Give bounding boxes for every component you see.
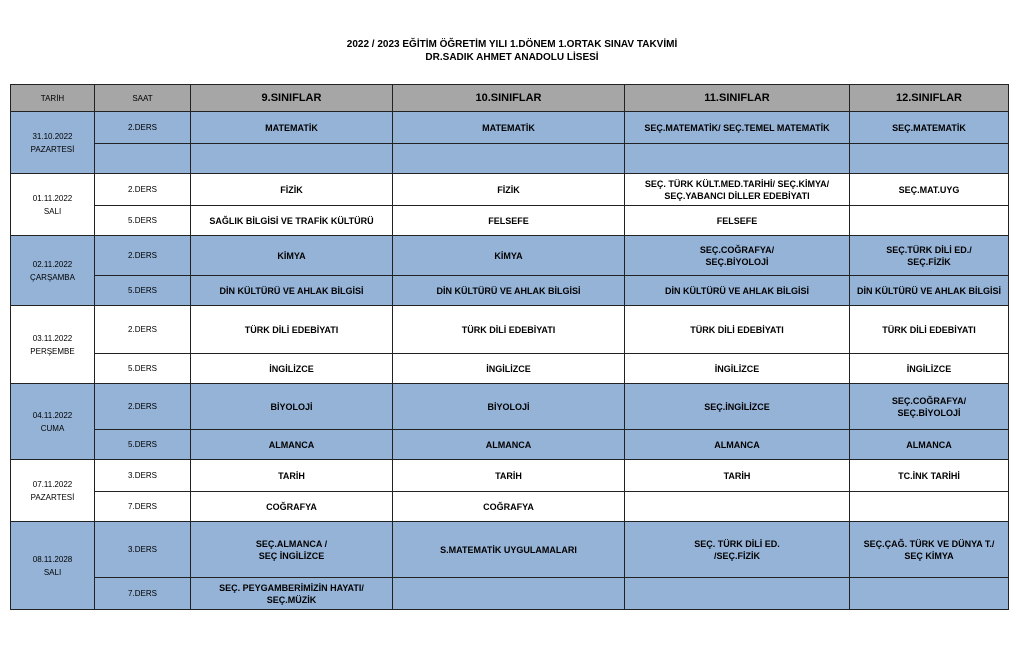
- subject-cell-11-siniflar: FELSEFE: [625, 206, 850, 236]
- subject-cell-11-siniflar: ALMANCA: [625, 430, 850, 460]
- subject-cell-10-siniflar: [393, 144, 625, 174]
- subject-cell-12-siniflar: [850, 578, 1009, 610]
- exam-day: CUMA: [40, 423, 65, 433]
- subject-cell-11-siniflar: SEÇ. TÜRK DİLİ ED. /SEÇ.FİZİK: [625, 522, 850, 578]
- period-cell: 5.DERS: [95, 354, 191, 384]
- subject-cell-10-siniflar: S.MATEMATİK UYGULAMALARI: [393, 522, 625, 578]
- header-12-siniflar: 12.SINIFLAR: [850, 85, 1009, 112]
- schedule-row: [11, 236, 1009, 276]
- header-9-siniflar: 9.SINIFLAR: [191, 85, 393, 112]
- subject-cell-12-siniflar: TC.İNK TARİHİ: [850, 460, 1009, 492]
- subject-cell-10-siniflar: FELSEFE: [393, 206, 625, 236]
- period-cell: 2.DERS: [95, 236, 191, 276]
- subject-cell-9-siniflar: ALMANCA: [191, 430, 393, 460]
- subject-cell-11-siniflar: SEÇ.MATEMATİK/ SEÇ.TEMEL MATEMATİK: [625, 112, 850, 144]
- subject-cell-9-siniflar: SAĞLIK BİLGİSİ VE TRAFİK KÜLTÜRÜ: [191, 206, 393, 236]
- period-cell: 3.DERS: [95, 460, 191, 492]
- schedule-row: [11, 306, 1009, 354]
- exam-day: PAZARTESİ: [30, 144, 75, 154]
- subject-cell-9-siniflar: SEÇ.ALMANCA / SEÇ İNGİLİZCE: [191, 522, 393, 578]
- schedule-row: [11, 578, 1009, 610]
- subject-cell-9-siniflar: COĞRAFYA: [191, 492, 393, 522]
- header-11-siniflar: 11.SINIFLAR: [625, 85, 850, 112]
- period-cell: 2.DERS: [95, 174, 191, 206]
- subject-cell-12-siniflar: [850, 206, 1009, 236]
- subject-cell-11-siniflar: İNGİLİZCE: [625, 354, 850, 384]
- subject-cell-10-siniflar: DİN KÜLTÜRÜ VE AHLAK BİLGİSİ: [393, 276, 625, 306]
- exam-day: ÇARŞAMBA: [30, 272, 75, 282]
- subject-cell-10-siniflar: TARİH: [393, 460, 625, 492]
- period-cell: [95, 144, 191, 174]
- period-cell: 5.DERS: [95, 430, 191, 460]
- subject-cell-9-siniflar: DİN KÜLTÜRÜ VE AHLAK BİLGİSİ: [191, 276, 393, 306]
- period-cell: 5.DERS: [95, 276, 191, 306]
- subject-cell-12-siniflar: İNGİLİZCE: [850, 354, 1009, 384]
- subject-cell-9-siniflar: BİYOLOJİ: [191, 384, 393, 430]
- header-row: [11, 85, 1009, 112]
- subject-cell-11-siniflar: [625, 578, 850, 610]
- subject-cell-10-siniflar: [393, 578, 625, 610]
- subject-cell-11-siniflar: SEÇ. TÜRK KÜLT.MED.TARİHİ/ SEÇ.KİMYA/ SEÇ.YABANCI DİLLER EDEBİYATI: [625, 174, 850, 206]
- subject-cell-12-siniflar: SEÇ.TÜRK DİLİ ED./ SEÇ.FİZİK: [850, 236, 1009, 276]
- subject-cell-9-siniflar: İNGİLİZCE: [191, 354, 393, 384]
- header-saat: SAAT: [95, 85, 191, 112]
- schedule-row: [11, 144, 1009, 174]
- school-name: DR.SADIK AHMET ANADOLU LİSESİ: [425, 52, 599, 63]
- exam-day: PAZARTESİ: [30, 492, 75, 502]
- subject-cell-12-siniflar: [850, 144, 1009, 174]
- schedule-row: [11, 522, 1009, 578]
- date-cell: [11, 236, 95, 306]
- period-cell: 2.DERS: [95, 306, 191, 354]
- schedule-row: [11, 492, 1009, 522]
- period-cell: 2.DERS: [95, 112, 191, 144]
- date-cell: [11, 522, 95, 610]
- period-cell: 3.DERS: [95, 522, 191, 578]
- schedule-row: [11, 430, 1009, 460]
- period-cell: 2.DERS: [95, 384, 191, 430]
- exam-date: 31.10.2022: [32, 131, 73, 141]
- period-cell: 5.DERS: [95, 206, 191, 236]
- schedule-row: [11, 384, 1009, 430]
- exam-schedule-table: [10, 84, 1009, 610]
- schedule-row: [11, 354, 1009, 384]
- subject-cell-9-siniflar: TARİH: [191, 460, 393, 492]
- exam-date: 07.11.2022: [32, 479, 73, 489]
- period-cell: 7.DERS: [95, 492, 191, 522]
- exam-day: SALI: [43, 206, 62, 216]
- subject-cell-12-siniflar: TÜRK DİLİ EDEBİYATI: [850, 306, 1009, 354]
- schedule-title: 2022 / 2023 EĞİTİM ÖĞRETİM YILI 1.DÖNEM 1.ORTAK SINAV TAKVİMİ: [346, 39, 678, 50]
- exam-date: 04.11.2022: [32, 410, 73, 420]
- subject-cell-11-siniflar: SEÇ.İNGİLİZCE: [625, 384, 850, 430]
- header-10-siniflar: 10.SINIFLAR: [393, 85, 625, 112]
- date-cell: [11, 112, 95, 174]
- subject-cell-12-siniflar: DİN KÜLTÜRÜ VE AHLAK BİLGİSİ: [850, 276, 1009, 306]
- subject-cell-9-siniflar: SEÇ. PEYGAMBERİMİZİN HAYATI/ SEÇ.MÜZİK: [191, 578, 393, 610]
- subject-cell-10-siniflar: BİYOLOJİ: [393, 384, 625, 430]
- subject-cell-9-siniflar: KİMYA: [191, 236, 393, 276]
- subject-cell-9-siniflar: FİZİK: [191, 174, 393, 206]
- subject-cell-9-siniflar: TÜRK DİLİ EDEBİYATI: [191, 306, 393, 354]
- exam-date: 02.11.2022: [32, 259, 73, 269]
- subject-cell-11-siniflar: [625, 144, 850, 174]
- header-tarih: TARİH: [11, 85, 95, 112]
- subject-cell-10-siniflar: COĞRAFYA: [393, 492, 625, 522]
- exam-date: 03.11.2022: [32, 333, 73, 343]
- subject-cell-12-siniflar: ALMANCA: [850, 430, 1009, 460]
- subject-cell-11-siniflar: [625, 492, 850, 522]
- subject-cell-10-siniflar: KİMYA: [393, 236, 625, 276]
- subject-cell-12-siniflar: [850, 492, 1009, 522]
- date-cell: [11, 460, 95, 522]
- subject-cell-11-siniflar: TÜRK DİLİ EDEBİYATI: [625, 306, 850, 354]
- subject-cell-10-siniflar: MATEMATİK: [393, 112, 625, 144]
- subject-cell-10-siniflar: ALMANCA: [393, 430, 625, 460]
- schedule-body: [11, 112, 1009, 610]
- period-cell: 7.DERS: [95, 578, 191, 610]
- subject-cell-12-siniflar: SEÇ.MATEMATİK: [850, 112, 1009, 144]
- date-cell: [11, 384, 95, 460]
- schedule-row: [11, 206, 1009, 236]
- subject-cell-12-siniflar: SEÇ.COĞRAFYA/ SEÇ.BİYOLOJİ: [850, 384, 1009, 430]
- exam-day: SALI: [43, 567, 62, 577]
- exam-date: 01.11.2022: [32, 193, 73, 203]
- subject-cell-11-siniflar: DİN KÜLTÜRÜ VE AHLAK BİLGİSİ: [625, 276, 850, 306]
- schedule-row: [11, 112, 1009, 144]
- subject-cell-11-siniflar: SEÇ.COĞRAFYA/ SEÇ.BİYOLOJİ: [625, 236, 850, 276]
- schedule-row: [11, 276, 1009, 306]
- subject-cell-11-siniflar: TARİH: [625, 460, 850, 492]
- subject-cell-12-siniflar: SEÇ.MAT.UYG: [850, 174, 1009, 206]
- document-header: [0, 38, 1024, 64]
- schedule-row: [11, 174, 1009, 206]
- subject-cell-10-siniflar: İNGİLİZCE: [393, 354, 625, 384]
- subject-cell-12-siniflar: SEÇ.ÇAĞ. TÜRK VE DÜNYA T./ SEÇ KİMYA: [850, 522, 1009, 578]
- exam-day: PERŞEMBE: [30, 346, 75, 356]
- subject-cell-10-siniflar: FİZİK: [393, 174, 625, 206]
- schedule-row: [11, 460, 1009, 492]
- subject-cell-10-siniflar: TÜRK DİLİ EDEBİYATI: [393, 306, 625, 354]
- exam-date: 08.11.2028: [32, 554, 73, 564]
- subject-cell-9-siniflar: MATEMATİK: [191, 112, 393, 144]
- subject-cell-9-siniflar: [191, 144, 393, 174]
- date-cell: [11, 306, 95, 384]
- date-cell: [11, 174, 95, 236]
